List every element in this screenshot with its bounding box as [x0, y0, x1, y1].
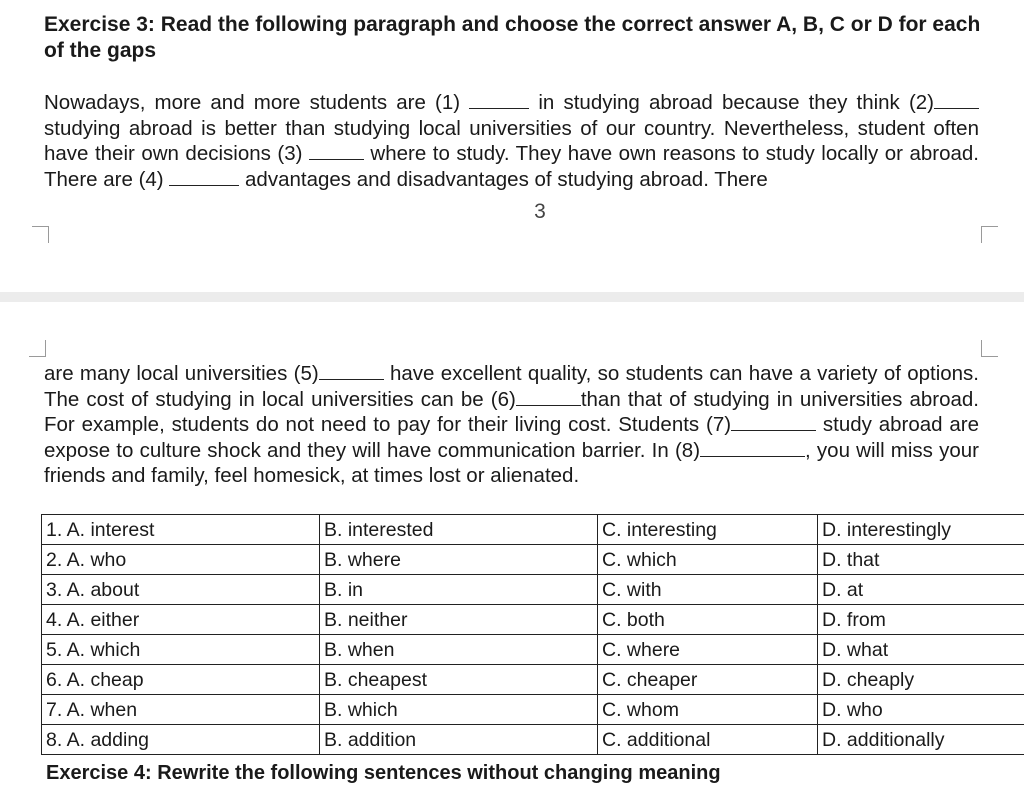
gap-8-blank [700, 438, 805, 457]
option-cell-a: 5. A. which [42, 635, 320, 665]
option-row-4 [42, 605, 1024, 635]
option-row-5 [42, 635, 1024, 665]
option-cell-d: D. interestingly [818, 515, 1024, 545]
reading-paragraph-part-1 [44, 90, 979, 192]
page-corner-mark [32, 226, 49, 243]
reading-paragraph-part-2 [44, 361, 979, 489]
option-row-1 [42, 515, 1024, 545]
gap-4-blank [169, 167, 239, 186]
paragraph-text: have excellent quality, so students can have a variety of options. The cost of studying in local universities can be (6) [44, 362, 979, 411]
option-cell-c: C. with [598, 575, 818, 605]
exercise-3-heading: Exercise 3: Read the following paragraph and choose the correct answer A, B, C or D for each of the gaps [44, 12, 984, 64]
option-cell-d: D. at [818, 575, 1024, 605]
paragraph-text: than that of studying in universities abroad. For example, students do not need to pay for their living cost. Students (7) [44, 388, 979, 437]
paragraph-text: study abroad are expose to culture shock and they will have communication barrier. In (8) [44, 413, 979, 462]
option-cell-a: 3. A. about [42, 575, 320, 605]
option-cell-d: D. that [818, 545, 1024, 575]
page-corner-mark [981, 340, 998, 357]
option-row-6 [42, 665, 1024, 695]
option-cell-b: B. in [320, 575, 598, 605]
option-cell-c: C. where [598, 635, 818, 665]
option-cell-a: 8. A. adding [42, 725, 320, 755]
answer-options-body [42, 515, 1024, 755]
option-row-2 [42, 545, 1024, 575]
option-cell-c: C. both [598, 605, 818, 635]
option-row-3 [42, 575, 1024, 605]
option-cell-c: C. interesting [598, 515, 818, 545]
option-cell-c: C. additional [598, 725, 818, 755]
option-cell-b: B. neither [320, 605, 598, 635]
option-cell-a: 2. A. who [42, 545, 320, 575]
option-row-8 [42, 725, 1024, 755]
option-cell-d: D. from [818, 605, 1024, 635]
gap-3-blank [309, 141, 364, 160]
paragraph-text: Nowadays, more and more students are (1) [44, 91, 469, 114]
paragraph-text: are many local universities (5) [44, 362, 319, 385]
option-cell-b: B. addition [320, 725, 598, 755]
option-cell-b: B. which [320, 695, 598, 725]
paragraph-text: where to study. They have own reasons to study locally or abroad. There are (4) [44, 142, 979, 191]
option-cell-c: C. cheaper [598, 665, 818, 695]
option-cell-d: D. cheaply [818, 665, 1024, 695]
option-cell-c: C. whom [598, 695, 818, 725]
option-cell-d: D. what [818, 635, 1024, 665]
option-cell-a: 7. A. when [42, 695, 320, 725]
gap-5-blank [319, 361, 384, 380]
page-separator [0, 292, 1024, 302]
page-corner-mark [981, 226, 998, 243]
option-cell-b: B. cheapest [320, 665, 598, 695]
paragraph-text: advantages and disadvantages of studying abroad. There [239, 168, 767, 191]
option-cell-b: B. interested [320, 515, 598, 545]
paragraph-text: in studying abroad because they think (2) [529, 91, 934, 114]
option-cell-d: D. additionally [818, 725, 1024, 755]
option-cell-b: B. when [320, 635, 598, 665]
option-cell-d: D. who [818, 695, 1024, 725]
option-cell-a: 1. A. interest [42, 515, 320, 545]
paragraph-text: , you will miss your friends and family, feel homesick, at times lost or alienated. [44, 439, 979, 488]
gap-2-blank [934, 90, 979, 109]
option-row-7 [42, 695, 1024, 725]
exercise-4-heading: Exercise 4: Rewrite the following sentences without changing meaning [46, 760, 986, 786]
option-cell-c: C. which [598, 545, 818, 575]
gap-6-blank [516, 387, 581, 406]
answer-options-table [41, 514, 1024, 755]
gap-1-blank [469, 90, 529, 109]
paragraph-text: studying abroad is better than studying local universities of our country. Nevertheless, student often have their own decisions (3) [44, 117, 979, 166]
gap-7-blank [731, 412, 816, 431]
option-cell-a: 4. A. either [42, 605, 320, 635]
document-page-3 [0, 0, 1024, 292]
page-number: 3 [530, 200, 550, 224]
option-cell-a: 6. A. cheap [42, 665, 320, 695]
page-corner-mark [29, 340, 46, 357]
option-cell-b: B. where [320, 545, 598, 575]
